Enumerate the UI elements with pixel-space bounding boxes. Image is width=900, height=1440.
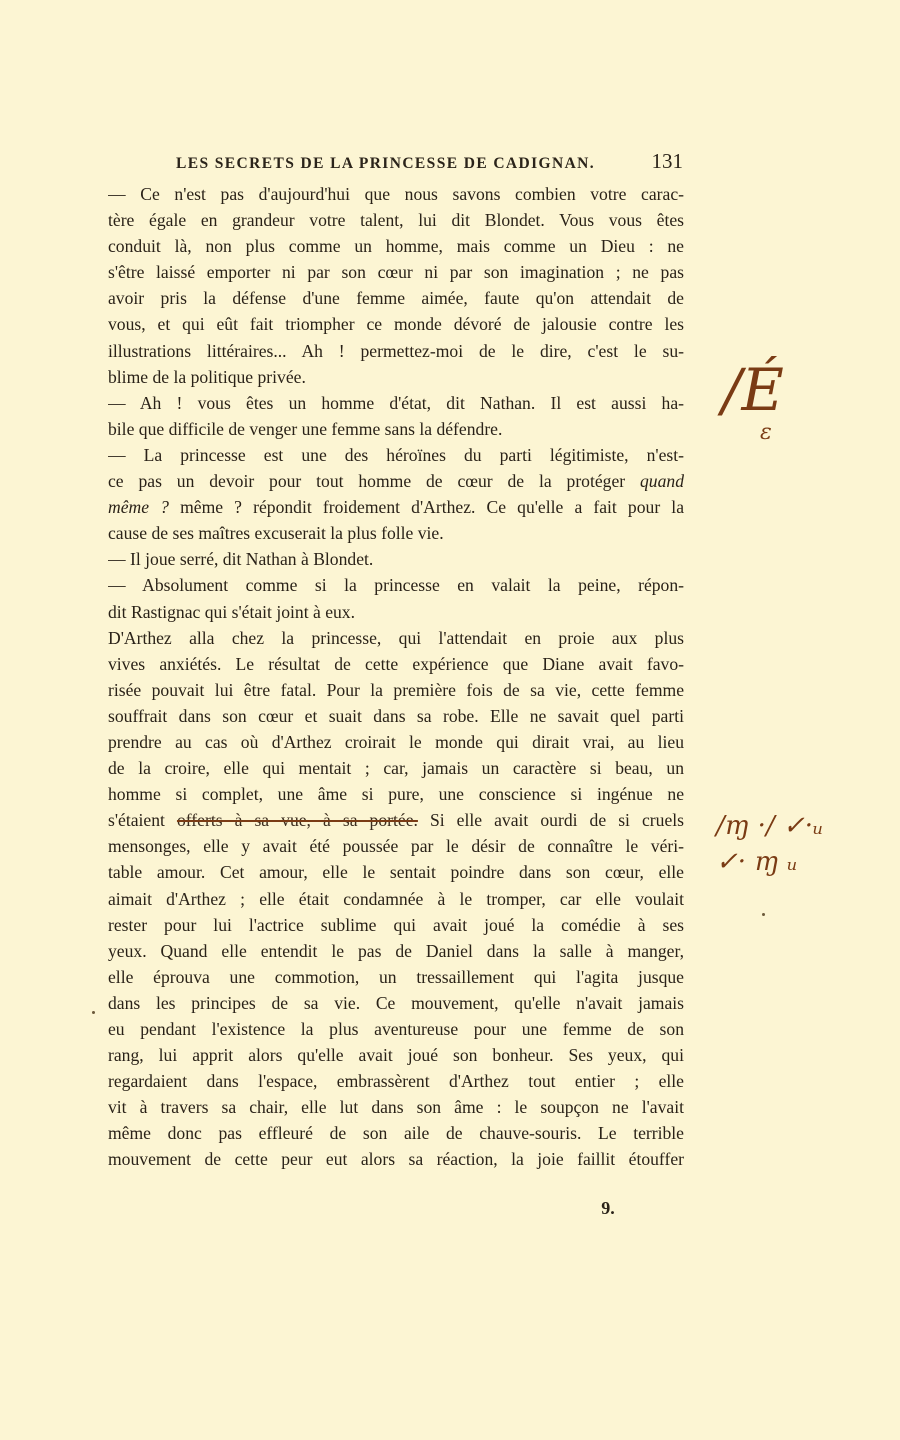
- text-line: rester pour lui l'actrice sublime qui avait joué la comédie à ses: [108, 914, 684, 935]
- text-line: dans les principes de sa vie. Ce mouvement, qu'elle n'avait jamais: [108, 992, 684, 1013]
- text-line: illustrations littéraires... Ah ! permettez-moi de le dire, c'est le su-: [108, 340, 684, 361]
- text-line: — Il joue serré, dit Nathan à Blondet.: [108, 549, 374, 570]
- text-line: homme si complet, une âme si pure, une conscience si ingénue ne: [108, 784, 684, 805]
- page-number: 131: [651, 149, 683, 173]
- text-line: — Absolument comme si la princesse en valait la peine, répon-: [108, 575, 684, 596]
- text-segment: ce pas un devoir pour tout homme de cœur de la protéger: [108, 471, 626, 492]
- text-line: D'Arthez alla chez la princesse, qui l'attendait en proie aux plus: [108, 627, 684, 648]
- text-segment: Si elle avait ourdi de si cruels: [417, 810, 684, 831]
- text-line: tère égale en grandeur votre talent, lui dit Blondet. Vous vous êtes: [108, 210, 684, 231]
- text-line: regardaient dans l'espace, embrassèrent d'Arthez tout entier ; elle: [108, 1071, 684, 1092]
- text-line: mensonges, elle y avait été poussée par le désir de connaître le véri-: [108, 836, 684, 857]
- text-line-with-italic: [108, 494, 684, 520]
- italic-word: quand: [640, 471, 684, 492]
- text-line: s'être laissé emporter ni par son cœur ni par son imagination ; ne pas: [108, 262, 684, 283]
- running-header: [176, 149, 683, 175]
- speck: [762, 913, 765, 916]
- text-segment: s'étaient: [108, 810, 165, 831]
- text-line: souffrait dans son cœur et suait dans sa robe. Elle ne savait quel parti: [108, 705, 684, 726]
- text-line: vives anxiétés. Le résultat de cette expérience que Diane avait favo-: [108, 653, 684, 674]
- text-line: blime de la politique privée.: [108, 366, 306, 387]
- text-line: yeux. Quand elle entendit le pas de Daniel dans la salle à manger,: [108, 940, 684, 961]
- running-title: LES SECRETS DE LA PRINCESSE DE CADIGNAN.: [176, 155, 596, 172]
- text-line: même donc pas effleuré de son aile de chauve-souris. Le terrible: [108, 1123, 684, 1144]
- text-line: bile que difficile de venger une femme sans la défendre.: [108, 418, 503, 439]
- text-line-with-strikethrough: [108, 807, 684, 833]
- speck: [92, 1011, 95, 1014]
- text-line: risée pouvait lui être fatal. Pour la première fois de sa vie, cette femme: [108, 679, 684, 700]
- margin-note-proof-mark-sub: ɛ: [760, 420, 772, 445]
- text-line-with-italic: [108, 468, 684, 494]
- text-line: prendre au cas où d'Arthez croirait le monde qui dirait vrai, au lieu: [108, 731, 684, 752]
- text-line: table amour. Cet amour, elle le sentait poindre dans son cœur, elle: [108, 862, 684, 883]
- margin-note-correction: /ɱ ·/ ✓·ᵤ ✓· ɱ ᵤ: [716, 811, 824, 877]
- italic-word: même ?: [108, 497, 169, 518]
- text-line: — Ce n'est pas d'aujourd'hui que nous savons combien votre carac-: [108, 184, 684, 204]
- text-line: elle éprouva une commotion, un tressaillement qui l'agita jusque: [108, 966, 684, 987]
- text-line: vit à travers sa chair, elle lut dans son âme : le soupçon ne l'avait: [108, 1097, 684, 1118]
- text-line: aimait d'Arthez ; elle était condamnée à le tromper, car elle voulait: [108, 888, 684, 909]
- text-line: avoir pris la défense d'une femme aimée, faute qu'on attendait de: [108, 288, 684, 309]
- body-text: [108, 181, 684, 1173]
- text-line: rang, lui apprit alors qu'elle avait joué son bonheur. Ses yeux, qui: [108, 1045, 684, 1066]
- text-line: mouvement de cette peur eut alors sa réaction, la joie faillit étouffer: [108, 1149, 684, 1170]
- text-line: — Ah ! vous êtes un homme d'état, dit Nathan. Il est aussi ha-: [108, 392, 684, 413]
- text-segment: même ? répondit froidement d'Arthez. Ce qu'elle a fait pour la: [180, 497, 684, 518]
- text-line: — La princesse est une des héroïnes du parti légitimiste, n'est-: [108, 444, 684, 465]
- margin-note-proof-mark: /É: [722, 356, 784, 424]
- text-line: de la croire, elle qui mentait ; car, jamais un caractère si beau, un: [108, 758, 684, 779]
- struck-text: offerts à sa vue, à sa portée.: [176, 810, 418, 831]
- text-line: vous, et qui eût fait triompher ce monde dévoré de jalousie contre les: [108, 314, 684, 335]
- signature-mark: 9.: [601, 1198, 615, 1218]
- text-line: eu pendant l'existence la plus aventureuse pour une femme de son: [108, 1019, 684, 1039]
- text-line: cause de ses maîtres excuserait la plus folle vie.: [108, 523, 444, 544]
- text-line: conduit là, non plus comme un homme, mais comme un Dieu : ne: [108, 236, 684, 257]
- text-line: dit Rastignac qui s'était joint à eux.: [108, 601, 355, 622]
